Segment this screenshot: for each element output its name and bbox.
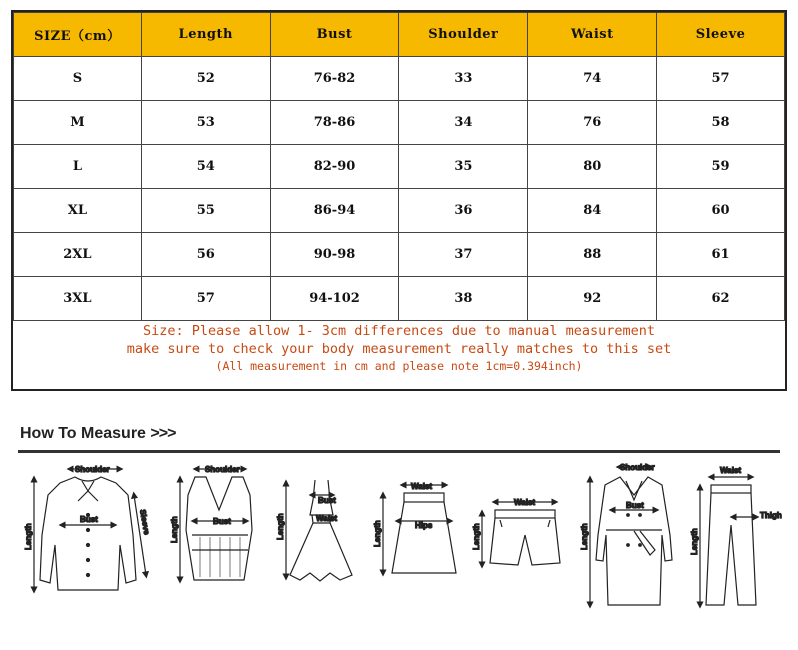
header-sleeve: Sleeve xyxy=(657,13,785,57)
label-length-3: Length xyxy=(276,513,285,540)
label-hips-4: Hips xyxy=(415,521,433,530)
cell-waist: 88 xyxy=(528,233,657,277)
label-bust-2: Bust xyxy=(213,517,231,526)
label-bust-6: Bust xyxy=(626,501,644,510)
table-row xyxy=(14,101,785,145)
label-length-6: Length xyxy=(580,523,589,550)
label-length-7: Length xyxy=(690,528,699,555)
cell-waist: 74 xyxy=(528,57,657,101)
cell-sleeve: 60 xyxy=(657,189,785,233)
table-row xyxy=(14,277,785,321)
cell-bust: 94-102 xyxy=(270,277,399,321)
cell-length: 56 xyxy=(141,233,270,277)
cell-size: L xyxy=(14,145,142,189)
cell-size: 2XL xyxy=(14,233,142,277)
cell-shoulder: 33 xyxy=(399,57,528,101)
header-waist: Waist xyxy=(528,13,657,57)
cell-length: 55 xyxy=(141,189,270,233)
cell-bust: 82-90 xyxy=(270,145,399,189)
size-table xyxy=(13,12,785,321)
pants-icon xyxy=(700,477,756,605)
coat-icon xyxy=(590,467,672,605)
label-waist-5: Waist xyxy=(514,498,536,507)
label-waist-4: Waist xyxy=(411,482,433,491)
size-chart-table xyxy=(11,10,787,391)
header-bust: Bust xyxy=(270,13,399,57)
cell-size: 3XL xyxy=(14,277,142,321)
cell-bust: 90-98 xyxy=(270,233,399,277)
table-row xyxy=(14,145,785,189)
cell-sleeve: 59 xyxy=(657,145,785,189)
label-length-5: Length xyxy=(472,523,481,550)
section-divider xyxy=(18,450,780,453)
label-waist-3: Waist xyxy=(316,514,338,523)
label-length-4: Length xyxy=(373,520,382,547)
label-shoulder-2: Shoulder xyxy=(205,465,240,474)
note-line-2: make sure to check your body measurement really matches to this set xyxy=(126,341,672,357)
shorts-icon xyxy=(482,502,560,565)
cell-waist: 84 xyxy=(528,189,657,233)
cell-sleeve: 61 xyxy=(657,233,785,277)
chevrons-right-icon: >>> xyxy=(150,425,176,442)
size-note xyxy=(13,322,785,374)
blouse-icon xyxy=(34,469,146,590)
label-bust-3: Bust xyxy=(318,496,336,505)
header-size: SIZE（cm） xyxy=(14,13,142,57)
how-to-measure-text: How To Measure xyxy=(20,425,146,442)
label-length-2: Length xyxy=(170,516,179,543)
note-line-3: (All measurement in cm and please note 1cm=0.394inch) xyxy=(215,359,583,373)
label-sleeve-1: Sleeve xyxy=(138,508,152,536)
note-line-1: Size: Please allow 1- 3cm differences due to manual measurement xyxy=(142,323,656,339)
how-to-measure-title xyxy=(20,425,175,443)
cell-shoulder: 36 xyxy=(399,189,528,233)
measurement-diagrams xyxy=(0,455,798,650)
cell-length: 57 xyxy=(141,277,270,321)
table-row xyxy=(14,57,785,101)
label-thigh-7: Thigh xyxy=(760,511,782,520)
cell-waist: 80 xyxy=(528,145,657,189)
cell-sleeve: 58 xyxy=(657,101,785,145)
cell-shoulder: 37 xyxy=(399,233,528,277)
cell-shoulder: 38 xyxy=(399,277,528,321)
cell-length: 53 xyxy=(141,101,270,145)
cell-length: 54 xyxy=(141,145,270,189)
cell-waist: 92 xyxy=(528,277,657,321)
label-shoulder-1: Shoulder xyxy=(75,465,110,474)
label-shoulder-6: Shoulder xyxy=(620,463,655,472)
cell-bust: 86-94 xyxy=(270,189,399,233)
cell-bust: 76-82 xyxy=(270,57,399,101)
header-length: Length xyxy=(141,13,270,57)
cell-sleeve: 62 xyxy=(657,277,785,321)
table-row xyxy=(14,233,785,277)
cell-size: M xyxy=(14,101,142,145)
cell-bust: 78-86 xyxy=(270,101,399,145)
cell-shoulder: 35 xyxy=(399,145,528,189)
cell-waist: 76 xyxy=(528,101,657,145)
cell-size: XL xyxy=(14,189,142,233)
table-header-row xyxy=(14,13,785,57)
cell-sleeve: 57 xyxy=(657,57,785,101)
cell-length: 52 xyxy=(141,57,270,101)
label-bust-1: Bust xyxy=(80,515,98,524)
label-waist-7: Waist xyxy=(720,466,742,475)
header-shoulder: Shoulder xyxy=(399,13,528,57)
cell-size: S xyxy=(14,57,142,101)
cell-shoulder: 34 xyxy=(399,101,528,145)
label-length-1: Length xyxy=(24,523,33,550)
table-row xyxy=(14,189,785,233)
